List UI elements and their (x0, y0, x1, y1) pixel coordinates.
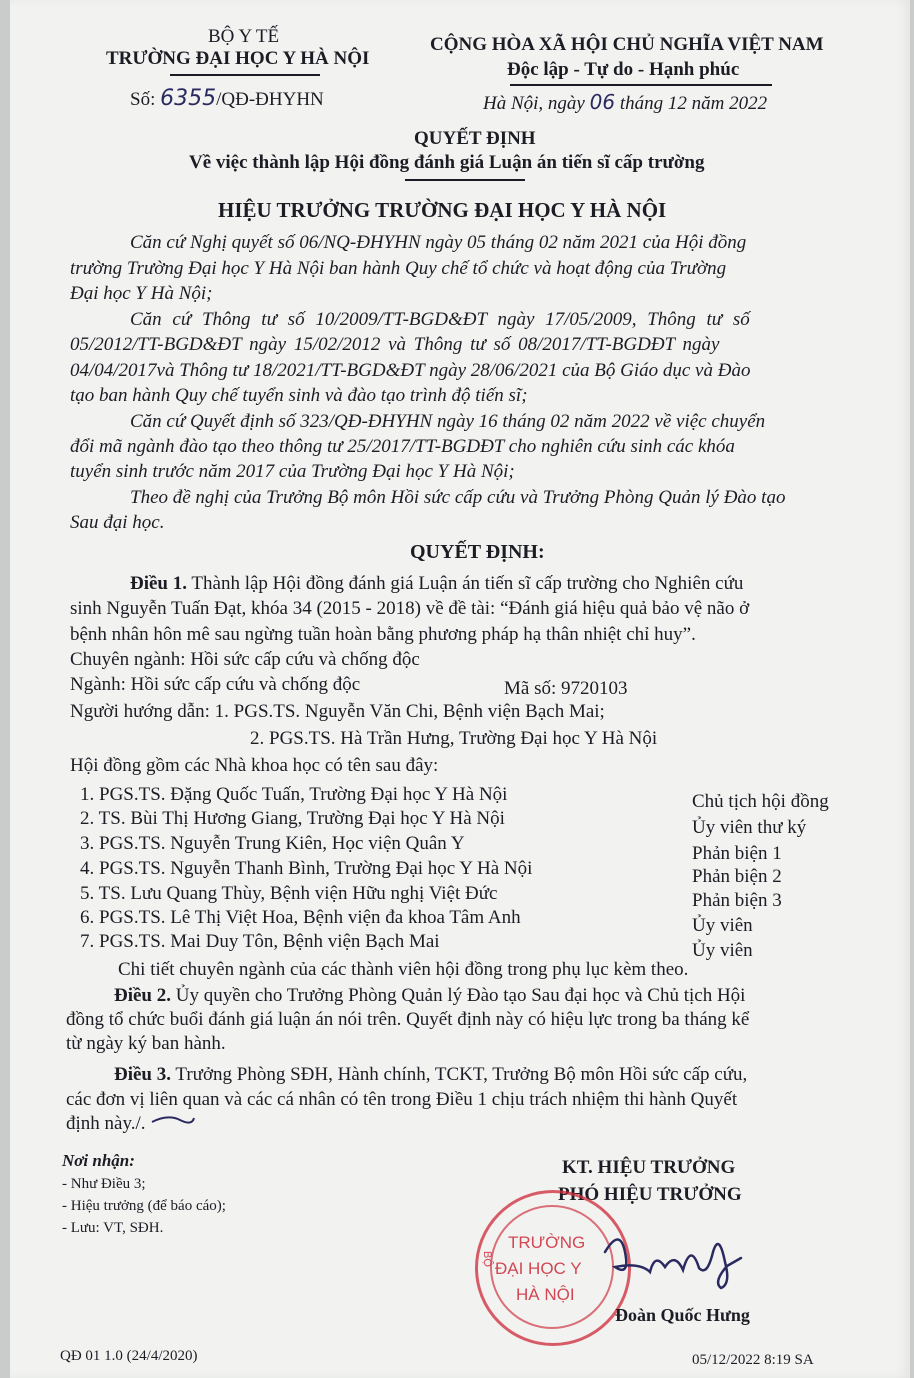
article1-label: Điều 1. (130, 573, 187, 594)
ministry-name: BỘ Y TẾ (208, 26, 280, 47)
council-member-role: Phản biện 3 (692, 890, 782, 911)
council-member: 4. PGS.TS. Nguyễn Thanh Bình, Trường Đại học Y Hà Nội (80, 858, 533, 879)
council-member: 3. PGS.TS. Nguyễn Trung Kiên, Học viện Quân Y (80, 833, 465, 854)
preamble-line: đổi mã ngành đào tạo theo thông tư 25/2017/TT-BGDĐT cho nghiên cứu sinh các khóa (70, 436, 735, 457)
council-member-role: Phản biện 2 (692, 866, 782, 887)
number-prefix: Số: (130, 89, 156, 110)
preamble-line: tuyển sinh trước năm 2017 của Trường Đại học Y Hà Nội; (70, 461, 515, 482)
preamble-line: Căn cứ Thông tư số 10/2009/TT-BGD&ĐT ngày 17/05/2009, Thông tư số (130, 309, 750, 330)
number-handwritten: 6355 (160, 86, 217, 111)
article1-line (130, 573, 743, 595)
preamble-line: Đại học Y Hà Nội; (70, 283, 213, 304)
advisor-line-1: Người hướng dẫn: 1. PGS.TS. Nguyễn Văn Chi, Bệnh viện Bạch Mai; (70, 701, 605, 722)
header-underline-left (170, 74, 320, 76)
article3-line: định này./. (66, 1113, 146, 1134)
appendix-note: Chi tiết chuyên ngành của các thành viên hội đồng trong phụ lục kèm theo. (118, 959, 689, 980)
preamble-line: tạo ban hành Quy chế tuyển sinh và đào tạo trình độ tiến sĩ; (70, 385, 528, 406)
seal-text: TRƯỜNG (508, 1233, 586, 1252)
signature-on-behalf: KT. HIỆU TRƯỞNG (562, 1157, 736, 1178)
council-member-role: Ủy viên (692, 915, 753, 936)
article3-line: các đơn vị liên quan và các cá nhân có tên trong Điều 1 chịu trách nhiệm thi hành Quyết (66, 1089, 738, 1110)
council-member-role: Ủy viên thư ký (692, 817, 807, 838)
decision-heading: QUYẾT ĐỊNH: (410, 541, 545, 563)
country-name: CỘNG HÒA XÃ HỘI CHỦ NGHĨA VIỆT NAM (430, 34, 824, 55)
preamble-line: Căn cứ Nghị quyết số 06/NQ-ĐHYHN ngày 05 tháng 02 năm 2021 của Hội đồng (130, 232, 747, 253)
university-name: TRƯỜNG ĐẠI HỌC Y HÀ NỘI (106, 48, 370, 69)
issuing-authority: HIỆU TRƯỞNG TRƯỜNG ĐẠI HỌC Y HÀ NỘI (218, 198, 667, 222)
recipient-item: - Hiệu trưởng (để báo cáo); (62, 1198, 226, 1214)
council-member: 6. PGS.TS. Lê Thị Việt Hoa, Bệnh viện đa khoa Tâm Anh (80, 907, 521, 928)
article2-line: từ ngày ký ban hành. (66, 1033, 226, 1054)
preamble-line: 04/04/2017và Thông tư 18/2021/TT-BGD&ĐT ngày 28/06/2021 của Bộ Giáo dục và Đào (70, 360, 751, 381)
preamble-line: Sau đại học. (70, 512, 165, 533)
header-underline-right (510, 84, 772, 86)
preamble-line: Căn cứ Quyết định số 323/QĐ-ĐHYHN ngày 16 tháng 02 năm 2022 về việc chuyển (130, 411, 766, 432)
subject-underline (405, 179, 525, 181)
article3-text: Trưởng Phòng SĐH, Hành chính, TCKT, Trưởng Bộ môn Hồi sức cấp cứu, (175, 1064, 748, 1085)
pen-flourish-mark (150, 1112, 196, 1128)
document-type-title: QUYẾT ĐỊNH (414, 128, 536, 149)
recipients-heading: Nơi nhận: (62, 1151, 135, 1170)
document-number (130, 86, 324, 111)
recipient-item: - Lưu: VT, SĐH. (62, 1220, 164, 1236)
council-member: 2. TS. Bùi Thị Hương Giang, Trường Đại học Y Hà Nội (80, 808, 505, 829)
article2-line: đồng tổ chức buổi đánh giá luận án nói trên. Quyết định này có hiệu lực trong ba tháng kể (66, 1009, 750, 1030)
article3-line (114, 1064, 747, 1086)
seal-side-text: BỘ (481, 1251, 493, 1267)
preamble-line: Theo đề nghị của Trưởng Bộ môn Hồi sức cấp cứu và Trưởng Phòng Quản lý Đào tạo (130, 487, 786, 508)
recipient-item: - Như Điều 3; (62, 1176, 146, 1192)
date-prefix: Hà Nội, ngày (483, 93, 585, 114)
article1-line: sinh Nguyễn Tuấn Đạt, khóa 34 (2015 - 2018) về đề tài: “Đánh giá hiệu quả bảo vệ não ở (70, 598, 750, 619)
advisor-line-2: 2. PGS.TS. Hà Trần Hưng, Trường Đại học Y Hà Nội (250, 728, 658, 749)
document-page (10, 0, 910, 1378)
council-intro: Hội đồng gồm các Nhà khoa học có tên sau đây: (70, 755, 439, 776)
preamble-line: trường Trường Đại học Y Hà Nội ban hành Quy chế tổ chức và hoạt động của Trường (70, 258, 727, 279)
date-suffix: tháng 12 năm 2022 (619, 93, 768, 114)
signature-position: PHÓ HIỆU TRƯỞNG (558, 1184, 742, 1205)
article2-text: Ủy quyền cho Trưởng Phòng Quản lý Đào tạo Sau đại học và Chủ tịch Hội (175, 985, 746, 1006)
major-code: Mã số: 9720103 (504, 678, 628, 699)
council-member: 7. PGS.TS. Mai Duy Tôn, Bệnh viện Bạch Mai (80, 931, 440, 952)
council-member: 1. PGS.TS. Đặng Quốc Tuấn, Trường Đại học Y Hà Nội (80, 784, 508, 805)
article2-label: Điều 2. (114, 985, 171, 1006)
article1-text: Thành lập Hội đồng đánh giá Luận án tiến sĩ cấp trường cho Nghiên cứu (191, 573, 744, 594)
number-suffix: /QĐ-ĐHYHN (216, 89, 324, 110)
council-member-role: Chủ tịch hội đồng (692, 791, 829, 812)
council-member-role: Phản biện 1 (692, 843, 782, 864)
seal-text: HÀ NỘI (516, 1285, 575, 1304)
issue-date (483, 90, 767, 115)
seal-text: ĐẠI HỌC Y (495, 1259, 582, 1278)
specialty-line: Chuyên ngành: Hồi sức cấp cứu và chống độc (70, 649, 420, 670)
form-code: QĐ 01 1.0 (24/4/2020) (60, 1348, 198, 1364)
preamble-line: 05/2012/TT-BGD&ĐT ngày 15/02/2012 và Thông tư số 08/2017/TT-BGDĐT ngày (70, 334, 720, 355)
date-day-handwritten: 06 (589, 90, 616, 114)
national-motto: Độc lập - Tự do - Hạnh phúc (507, 59, 740, 80)
article1-line: bệnh nhân hôn mê sau ngừng tuần hoàn bằng phương pháp hạ thân nhiệt chỉ huy”. (70, 624, 696, 645)
print-timestamp: 05/12/2022 8:19 SA (692, 1352, 814, 1368)
article2-line (114, 985, 745, 1007)
council-member: 5. TS. Lưu Quang Thùy, Bệnh viện Hữu nghị Việt Đức (80, 883, 498, 904)
major-line: Ngành: Hồi sức cấp cứu và chống độc (70, 674, 361, 695)
signer-name: Đoàn Quốc Hưng (615, 1305, 750, 1325)
council-member-role: Ủy viên (692, 940, 753, 961)
document-subject: Về việc thành lập Hội đồng đánh giá Luận án tiến sĩ cấp trường (189, 152, 705, 173)
article3-label: Điều 3. (114, 1064, 171, 1085)
handwritten-signature (595, 1222, 745, 1292)
